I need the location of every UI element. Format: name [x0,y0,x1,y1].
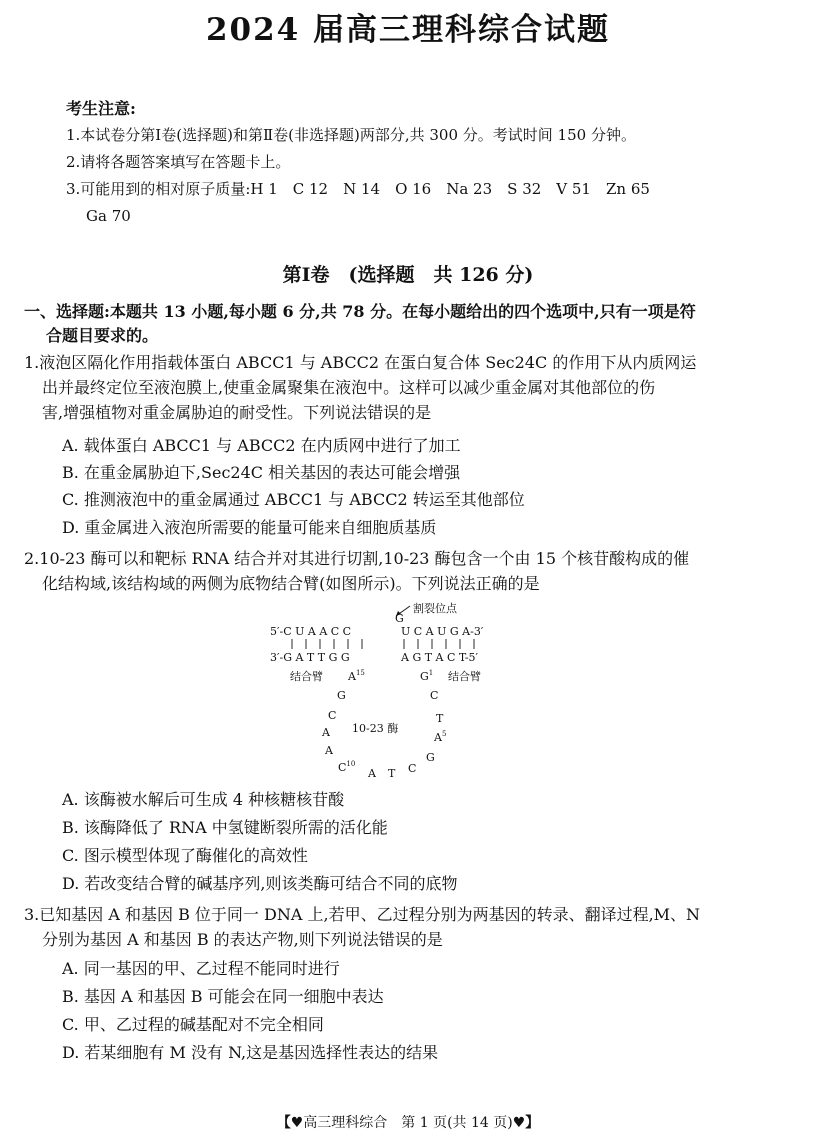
question-3-option-a: A. 同一基因的甲、乙过程不能同时进行 [62,959,340,978]
base-pair-lines [292,639,474,649]
page-footer [0,1112,816,1132]
question-2-line-2: 化结构域,该结构域的两侧为底物结合臂(如图所示)。下列说法正确的是 [42,574,540,593]
exam-title: 2024 届高三理科综合试题 [205,12,611,48]
question-2-option-d: D. 若改变结合臂的碱基序列,则该类酶可结合不同的底物 [62,874,458,893]
footer-page-info: 高三理科综合 第 1 页(共 14 页) [303,1115,513,1131]
question-1-line-3: 害,增强植物对重金属胁迫的耐受性。下列说法错误的是 [42,403,432,422]
question-2-option-c: C. 图示模型体现了酶催化的高效性 [62,846,308,865]
question-3 [24,902,808,952]
notice-item-3-cont: Ga 70 [86,207,131,225]
question-1-line-2: 出并最终定位至液泡膜上,使重金属聚集在液泡中。这样可以减少重金属对其他部位的伤 [42,378,656,397]
part-instructions [24,300,804,348]
notice-heading: 考生注意: [66,99,136,118]
question-1-option-d: D. 重金属进入液泡所需要的能量可能来自细胞质基质 [62,518,437,537]
top-strand-right: U C A U G A-3′ [401,625,484,638]
bottom-strand-left: 3′-G A T T G G [270,651,350,664]
loop-right-base-1: C [430,689,439,702]
loop-left-base-2: C [328,709,337,722]
question-2-option-b: B. 该酶降低了 RNA 中氢键断裂所需的活化能 [62,818,388,837]
loop-bottom-base-1: A [368,767,376,780]
top-strand-left: 5′-C U A A C C [270,625,352,638]
bottom-strand-right: A G T A C T-5′ [401,651,479,664]
question-1-option-a: A. 载体蛋白 ABCC1 与 ABCC2 在内质网中进行了加工 [62,436,461,455]
question-2-line-1: 2.10-23 酶可以和靶标 RNA 结合并对其进行切割,10-23 酶包含一个由 15 个核苷酸构成的催 [24,549,690,568]
notice-item-2: 2.请将各题答案填写在答题卡上。 [66,153,291,171]
loop-label: 10-23 酶 [352,722,399,735]
question-3-line-1: 3.已知基因 A 和基因 B 位于同一 DNA 上,若甲、乙过程分别为两基因的转录、翻译过程,M、N [24,905,701,924]
binding-arm-left-label: 结合臂 [290,670,323,683]
footer-right-heart: ♥】 [512,1115,540,1131]
loop-left-base-3: A [322,726,330,739]
footer-left-heart: 【♥ [276,1115,304,1131]
question-2-option-a: A. 该酶被水解后可生成 4 种核糖核苷酸 [62,790,345,809]
question-2 [24,546,808,596]
question-1-option-c: C. 推测液泡中的重金属通过 ABCC1 与 ABCC2 转运至其他部位 [62,490,525,509]
a5-base: $A^5$ [434,730,447,744]
binding-arm-right-label: 结合臂 [448,670,481,683]
part-instructions-line-1: 一、选择题:本题共 13 小题,每小题 6 分,共 78 分。在每小题给出的四个选项中,只有一项是符 [24,302,696,321]
question-1-option-b: B. 在重金属胁迫下,Sec24C 相关基因的表达可能会增强 [62,463,461,482]
question-3-option-d: D. 若某细胞有 M 没有 N,这是基因选择性表达的结果 [62,1043,439,1062]
part-instructions-line-2: 合题目要求的。 [46,326,159,345]
c10-base: $C^{10}$ [338,760,356,774]
question-3-line-2: 分别为基因 A 和基因 B 的表达产物,则下列说法错误的是 [42,930,443,949]
loop-bottom-base-2: T [388,767,396,780]
question-1 [24,350,808,425]
question-3-option-c: C. 甲、乙过程的碱基配对不完全相同 [62,1015,324,1034]
loop-right-base-2: T [436,712,444,725]
loop-bottom-base-3: C [408,762,417,775]
enzyme-structure-diagram [270,598,550,782]
g1-base: $G^1$ [420,669,434,683]
top-g-base: G [395,612,404,625]
loop-left-base-4: A [325,744,333,757]
notice-item-3: 3.可能用到的相对原子质量:H 1 C 12 N 14 O 16 Na 23 S 32 V 51 Zn 65 [66,180,650,198]
question-1-line-1: 1.液泡区隔化作用指载体蛋白 ABCC1 与 ABCC2 在蛋白复合体 Sec24C 的作用下从内质网运 [24,353,697,372]
loop-bottom-base-4: G [426,751,435,764]
notice-item-1: 1.本试卷分第Ⅰ卷(选择题)和第Ⅱ卷(非选择题)两部分,共 300 分。考试时间 150 分钟。 [66,126,636,144]
section-title: 第Ⅰ卷 (选择题 共 126 分) [282,264,534,286]
question-3-option-b: B. 基因 A 和基因 B 可能会在同一细胞中表达 [62,987,384,1006]
loop-left-base-1: G [337,689,346,702]
cleavage-site-label: 割裂位点 [413,602,457,615]
a15-base: $A^{15}$ [348,669,365,683]
